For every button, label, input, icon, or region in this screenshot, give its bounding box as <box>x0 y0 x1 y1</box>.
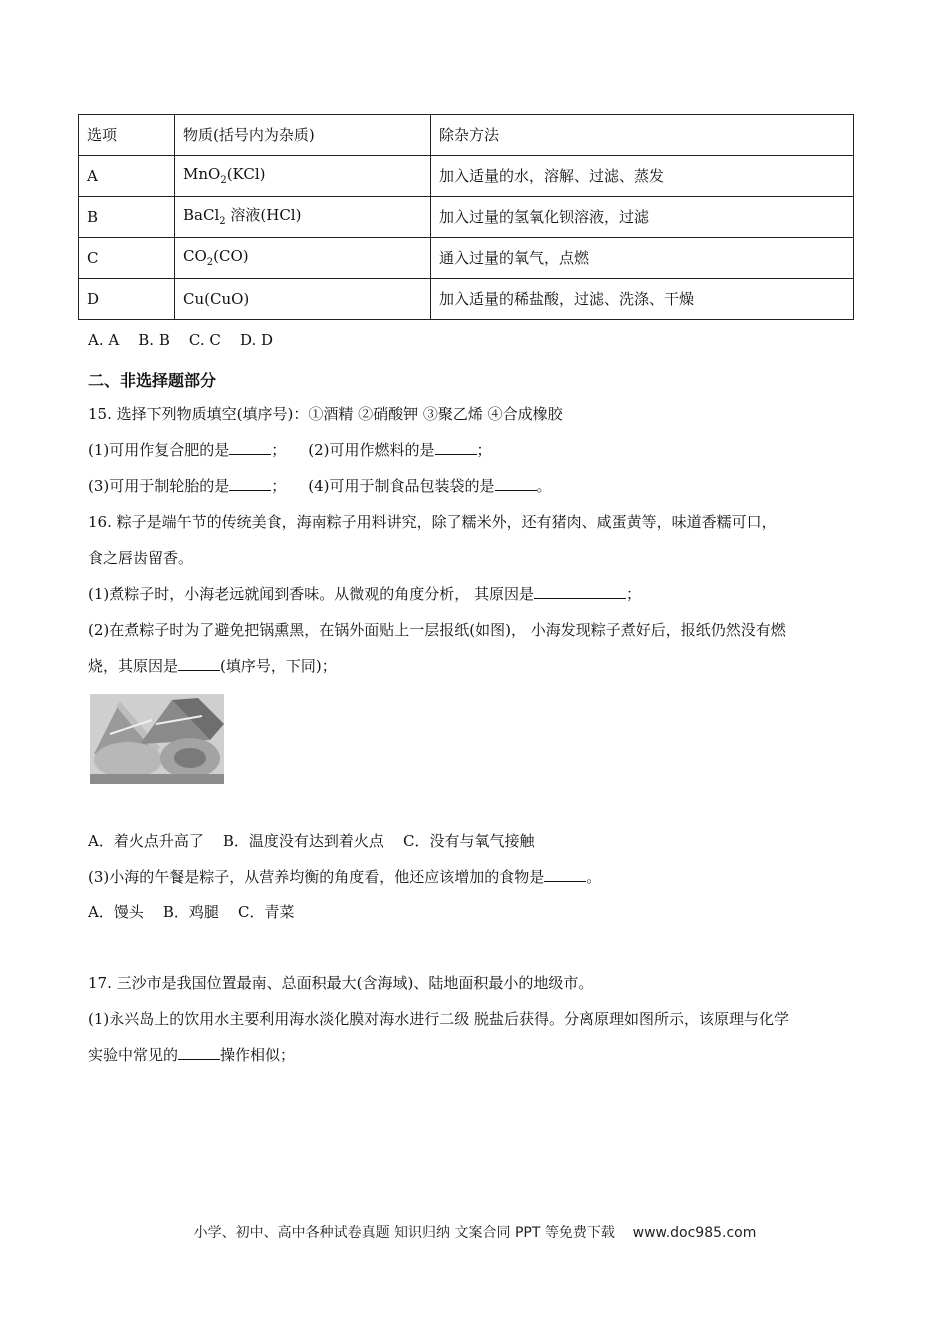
q16-stem-line-1: 16. 粽子是端午节的传统美食，海南粽子用料讲究，除了糯米外，还有猪肉、咸蛋黄等，味道香糯可口， <box>88 513 777 531</box>
q15-line-2: (3)可用于制轮胎的是 ； (4)可用于制食品包装袋的是 。 <box>88 477 552 495</box>
row-substance: Cu(CuO) <box>175 279 431 320</box>
q16-part-3: (3)小海的午餐是粽子，从营养均衡的角度看，他还应该增加的食物是 。 <box>88 868 602 886</box>
header-option: 选项 <box>79 115 175 156</box>
answer-blank <box>495 477 537 491</box>
q17-part-1-line-1: (1)永兴岛上的饮用水主要利用海水淡化膜对海水进行二级 脱盐后获得。分离原理如图所示，该原理与化学 <box>88 1010 790 1028</box>
row-substance: BaCl$_2$ 溶液(HCl) <box>175 197 431 238</box>
answer-blank <box>178 657 220 671</box>
purification-table <box>78 114 854 320</box>
q16-part-2-line-1: (2)在煮粽子时为了避免把锅熏黑，在锅外面贴上一层报纸(如图)， 小海发现粽子煮好后，报纸仍然没有燃 <box>88 621 786 639</box>
row-option: B <box>79 197 175 238</box>
q16-part-3-options: A．馒头 B．鸡腿 C．青菜 <box>88 903 295 921</box>
q16-part-2-options: A．着火点升高了 B．温度没有达到着火点 C．没有与氧气接触 <box>88 832 535 850</box>
row-method: 加入适量的水，溶解、过滤、蒸发 <box>431 156 854 197</box>
answer-choices: A. A B. B C. C D. D <box>88 331 274 349</box>
q16-part-1: (1)煮粽子时，小海老远就闻到香味。从微观的角度分析， 其原因是 ； <box>88 585 642 603</box>
q16-part-2-line-2: 烧，其原因是 (填序号，下同)； <box>88 657 337 675</box>
q17-stem: 17. 三沙市是我国位置最南、总面积最大(含海域)、陆地面积最小的地级市。 <box>88 974 594 992</box>
answer-blank <box>178 1046 220 1060</box>
row-method: 加入过量的氢氧化钡溶液，过滤 <box>431 197 854 238</box>
table-row <box>79 156 854 197</box>
row-substance: $CO_2(CO)$ <box>175 238 431 279</box>
section-title: 二、非选择题部分 <box>88 371 217 390</box>
q15-stem: 15. 选择下列物质填空(填序号)：①酒精 ②硝酸钾 ③聚乙烯 ④合成橡胶 <box>88 405 563 423</box>
zongzi-photo <box>90 694 224 784</box>
page-footer: 小学、初中、高中各种试卷真题 知识归纳 文案合同 PPT 等免费下载 www.doc985.com <box>193 1225 757 1241</box>
row-substance: MnO$_2$(KCl) <box>175 156 431 197</box>
table-header-row <box>79 115 854 156</box>
answer-blank <box>229 441 271 455</box>
answer-blank <box>544 868 586 882</box>
q17-part-1-line-2: 实验中常见的 操作相似； <box>88 1046 296 1064</box>
q15-line-1: (1)可用作复合肥的是 ； (2)可用作燃料的是 ； <box>88 441 492 459</box>
answer-blank <box>534 585 626 599</box>
answer-blank <box>435 441 477 455</box>
table-row <box>79 197 854 238</box>
answer-blank <box>229 477 271 491</box>
q16-stem-line-2: 食之唇齿留香。 <box>88 549 194 567</box>
header-substance: 物质(括号内为杂质) <box>175 115 431 156</box>
row-method: 通入过量的氧气，点燃 <box>431 238 854 279</box>
table-row <box>79 238 854 279</box>
row-method: 加入适量的稀盐酸，过滤、洗涤、干燥 <box>431 279 854 320</box>
row-option: A <box>79 156 175 197</box>
table-row <box>79 279 854 320</box>
row-option: D <box>79 279 175 320</box>
header-method: 除杂方法 <box>431 115 854 156</box>
row-option: C <box>79 238 175 279</box>
